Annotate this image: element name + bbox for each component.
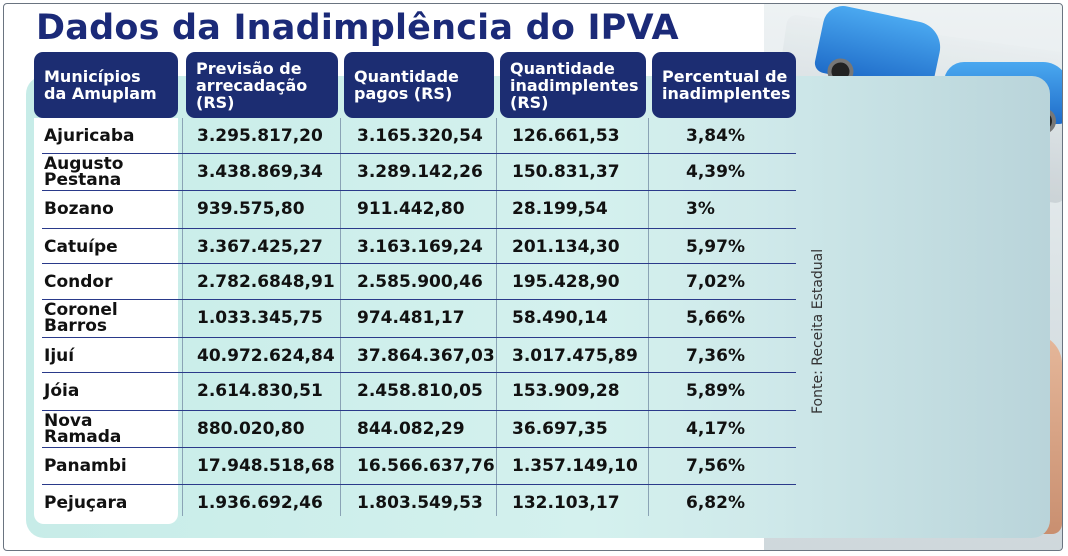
column-divider <box>648 118 649 516</box>
table-cell: 2.782.6848,91 <box>197 272 335 292</box>
table-cell: 2.585.900,46 <box>357 272 483 292</box>
table-cell: 5,89% <box>686 381 745 401</box>
table-cell: 58.490,14 <box>512 308 608 328</box>
table-cell: 201.134,30 <box>512 237 620 257</box>
table-cell: 5,66% <box>686 308 745 328</box>
table-cell: 2.614.830,51 <box>197 381 323 401</box>
table-cell: 4,39% <box>686 162 745 182</box>
column-divider <box>496 118 497 516</box>
table-cell: 844.082,29 <box>357 419 465 439</box>
table-cell: 3.165.320,54 <box>357 126 483 146</box>
municipality-name: Jóia <box>44 381 80 401</box>
table-cell: 3.017.475,89 <box>512 346 638 366</box>
column-header-4: Quantidade inadimplentes (RS) <box>500 52 646 118</box>
column-header-3: Quantidade pagos (RS) <box>344 52 494 118</box>
table-cell: 1.033.345,75 <box>197 308 323 328</box>
municipality-name: Catuípe <box>44 237 118 257</box>
municipality-name: Pejuçara <box>44 493 128 513</box>
table-cell: 3.163.169,24 <box>357 237 483 257</box>
table-cell: 195.428,90 <box>512 272 620 292</box>
table-cell: 132.103,17 <box>512 493 620 513</box>
municipality-name: Ajuricaba <box>44 126 135 146</box>
table-cell: 1.803.549,53 <box>357 493 483 513</box>
table-cell: 28.199,54 <box>512 199 608 219</box>
page-title: Dados da Inadimplência do IPVA <box>36 8 679 48</box>
column-header-2: Previsão de arrecadação (RS) <box>186 52 338 118</box>
table-cell: 153.909,28 <box>512 381 620 401</box>
table-cell: 16.566.637,76 <box>357 456 495 476</box>
table-cell: 1.936.692,46 <box>197 493 323 513</box>
table-cell: 939.575,80 <box>197 199 305 219</box>
column-header-1: Municípios da Amuplam <box>34 52 178 118</box>
table-cell: 3.289.142,26 <box>357 162 483 182</box>
table-cell: 7,36% <box>686 346 745 366</box>
table-cell: 126.661,53 <box>512 126 620 146</box>
table-cell: 4,17% <box>686 419 745 439</box>
municipality-name: Nova Ramada <box>44 411 122 447</box>
source-note: Fonte: Receita Estadual <box>810 248 826 414</box>
table-cell: 3.438.869,34 <box>197 162 323 182</box>
municipality-name: Condor <box>44 272 113 292</box>
municipality-name: Augusto Pestana <box>44 154 124 190</box>
column-divider <box>340 118 341 516</box>
table-cell: 911.442,80 <box>357 199 465 219</box>
table-cell: 1.357.149,10 <box>512 456 638 476</box>
table-cell: 3% <box>686 199 715 219</box>
municipality-name: Coronel Barros <box>44 300 118 336</box>
column-divider <box>182 118 183 516</box>
column-header-5: Percentual de inadimplentes <box>652 52 796 118</box>
table-cell: 3.295.817,20 <box>197 126 323 146</box>
table-cell: 3,84% <box>686 126 745 146</box>
municipality-name: Panambi <box>44 456 127 476</box>
table-cell: 17.948.518,68 <box>197 456 335 476</box>
municipality-name: Ijuí <box>44 346 75 366</box>
table-cell: 6,82% <box>686 493 745 513</box>
table-cell: 150.831,37 <box>512 162 620 182</box>
table-cell: 2.458.810,05 <box>357 381 483 401</box>
table-cell: 974.481,17 <box>357 308 465 328</box>
table-cell: 5,97% <box>686 237 745 257</box>
table-cell: 3.367.425,27 <box>197 237 323 257</box>
table-cell: 7,56% <box>686 456 745 476</box>
table-cell: 880.020,80 <box>197 419 305 439</box>
table-cell: 37.864.367,03 <box>357 346 495 366</box>
table-cell: 40.972.624,84 <box>197 346 335 366</box>
table-cell: 7,02% <box>686 272 745 292</box>
municipality-name: Bozano <box>44 199 114 219</box>
table-cell: 36.697,35 <box>512 419 608 439</box>
